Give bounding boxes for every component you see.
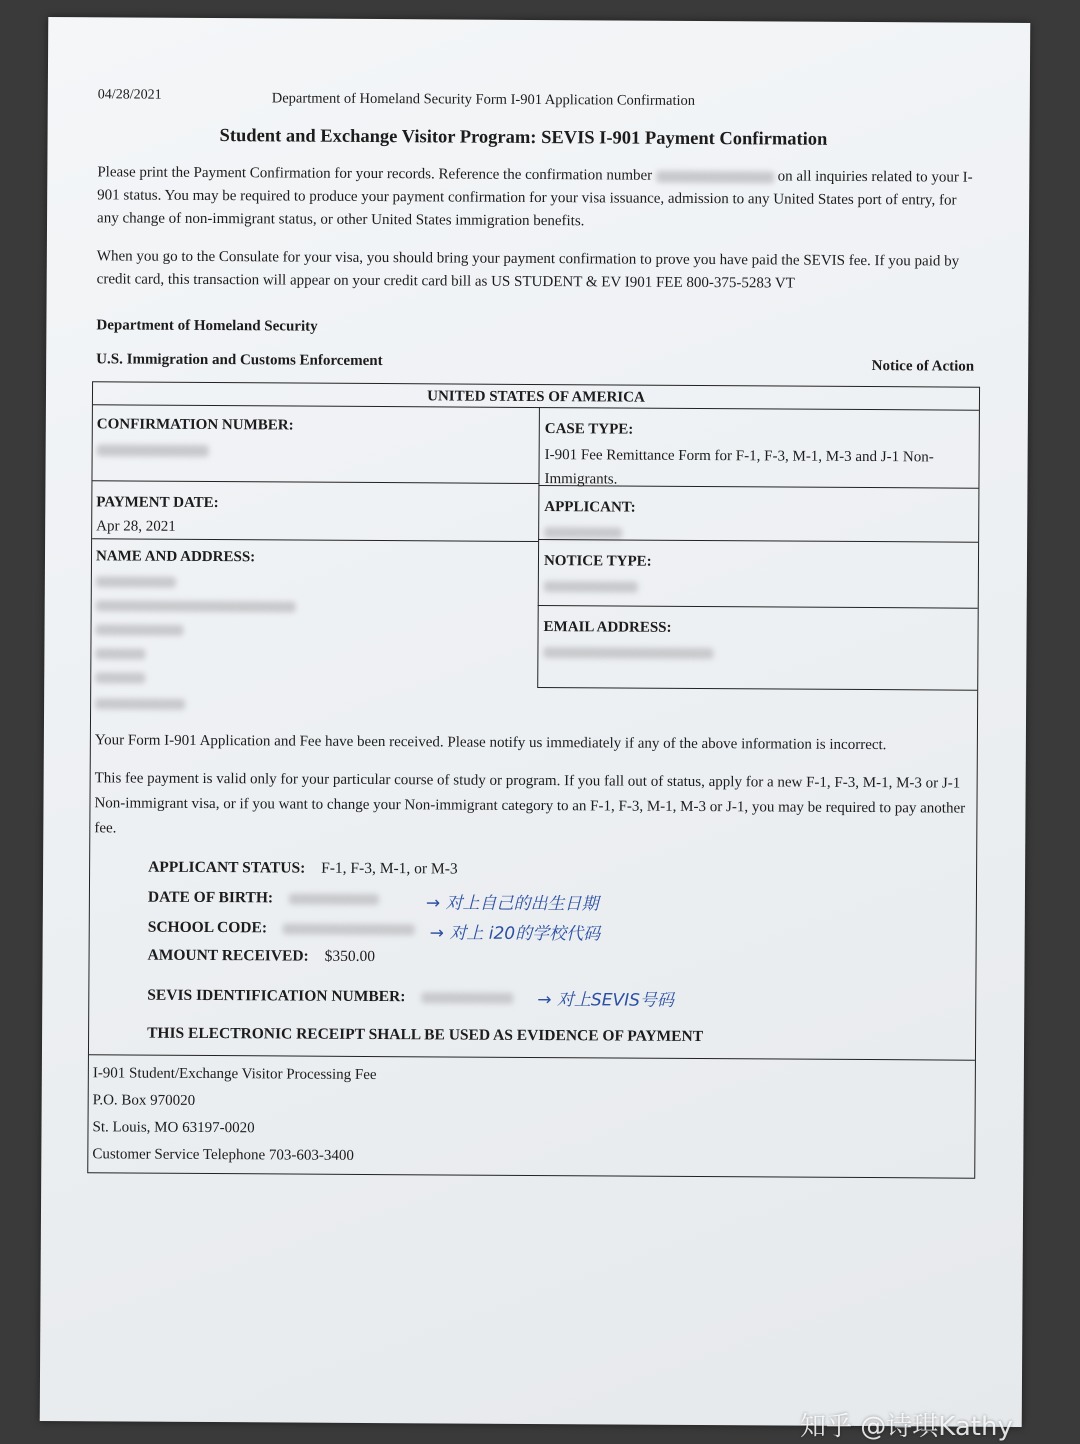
applicant-status-row	[148, 859, 458, 879]
redacted-notice-type	[544, 581, 638, 593]
amount-value: $350.00	[324, 947, 376, 966]
received-text: Your Form I-901 Application and Fee have been received. Please notify us immediately if any of the above information is incorrect.	[94, 732, 887, 754]
confirmation-number-label: CONFIRMATION NUMBER:	[96, 416, 294, 434]
dob-row	[148, 889, 379, 908]
payment-date-label: PAYMENT DATE:	[96, 494, 219, 512]
dob-handwritten-note: → 对上自己的出生日期	[425, 893, 599, 915]
processing-address	[92, 1060, 376, 1170]
evidence-statement: THIS ELECTRONIC RECEIPT SHALL BE USED AS EVIDENCE OF PAYMENT	[147, 1024, 704, 1046]
footer-line-2: P.O. Box 970020	[92, 1092, 196, 1109]
notice-type-label: NOTICE TYPE:	[543, 553, 652, 570]
footer-line-1: I-901 Student/Exchange Visitor Processing Fee	[92, 1065, 377, 1084]
column-divider	[537, 407, 540, 687]
amount-label: AMOUNT RECEIVED:	[147, 946, 309, 965]
dob-label: DATE OF BIRTH:	[147, 888, 274, 907]
redacted-address-line	[95, 672, 145, 683]
divider	[538, 605, 978, 609]
intro-text-a: Please print the Payment Confirmation for your records. Reference the confirmation number	[97, 164, 653, 184]
sevis-label: SEVIS IDENTIFICATION NUMBER:	[147, 986, 406, 1006]
notice-box	[87, 381, 980, 1178]
school-code-label: SCHOOL CODE:	[147, 918, 268, 937]
agency-ice: U.S. Immigration and Customs Enforcement	[96, 351, 383, 370]
case-type-label: CASE TYPE:	[544, 421, 634, 438]
email-label: EMAIL ADDRESS:	[543, 619, 672, 636]
divider	[92, 480, 538, 484]
amount-row	[148, 947, 376, 966]
redacted-email	[543, 647, 713, 659]
redacted-address-line	[95, 698, 185, 710]
name-address-label: NAME AND ADDRESS:	[95, 548, 256, 566]
redacted-name	[96, 576, 176, 587]
applicant-label: APPLICANT:	[544, 499, 636, 516]
page-title: Student and Exchange Visitor Program: SEVIS I-901 Payment Confirmation	[219, 126, 828, 150]
validity-text: This fee payment is valid only for your particular course of study or program. If you fall out of status, apply for a new F-1, F-3, M-1, M-3 or J-1 Non-immigrant visa, or if you want to change your Non-immigrant category to an F-1, F-3, M-1, M-3 or J-1, you may be required to pay another fee.	[94, 770, 966, 837]
divider	[538, 539, 978, 543]
divider	[537, 687, 977, 691]
agency-dept: Department of Homeland Security	[96, 317, 318, 335]
sevis-row	[147, 987, 513, 1007]
notice-of-action: Notice of Action	[871, 358, 975, 375]
redacted-address-line	[95, 648, 145, 659]
watermark: 知乎 @诗琪Kathy	[800, 1412, 1013, 1442]
sevis-handwritten-note: → 对上SEVIS号码	[537, 990, 674, 1011]
footer-line-3: St. Louis, MO 63197-0020	[92, 1119, 255, 1137]
divider	[89, 1054, 975, 1060]
footer-line-4: Customer Service Telephone 703-603-3400	[92, 1146, 354, 1164]
payment-date-value: Apr 28, 2021	[96, 518, 176, 535]
divider	[92, 538, 538, 542]
intro-paragraph-1	[97, 161, 977, 235]
confirmation-document	[40, 17, 1031, 1427]
country-header: UNITED STATES OF AMERICA	[427, 388, 645, 406]
redacted-applicant	[544, 527, 622, 538]
school-handwritten-note: → 对上 i20的学校代码	[429, 923, 601, 945]
redacted-sevis-id	[421, 992, 513, 1004]
intro-text-b: on all inquiries related to your I-901 status. You may be required to produce your payment confirmation for your visa issuance, admission to any United States port of entry, for any change of non-immigrant status, or other United States immigration benefits.	[97, 168, 973, 230]
header-center: Department of Homeland Security Form I-901 Application Confirmation	[271, 90, 696, 109]
redacted-address-line	[96, 624, 184, 636]
redacted-confirmation-value	[97, 444, 209, 457]
redacted-address-line	[96, 600, 296, 612]
applicant-status-value: F-1, F-3, M-1, or M-3	[321, 859, 458, 878]
redacted-school-code	[283, 923, 415, 935]
school-code-row	[148, 919, 415, 939]
case-type-value: I-901 Fee Remittance Form for F-1, F-3, M-1, M-3 and J-1 Non-Immigrants.	[544, 447, 934, 488]
intro-paragraph-2: When you go to the Consulate for your visa, you should bring your payment confirmation to prove you have paid the SEVIS fee. If you paid by credit card, this transaction will appear on your credit card bill as US STUDENT & EV I901 FEE 800-375-5283 VT	[96, 248, 960, 292]
applicant-status-label: APPLICANT STATUS:	[148, 858, 306, 877]
redacted-confirmation-number	[656, 170, 774, 183]
header-date: 04/28/2021	[97, 87, 162, 103]
redacted-dob	[289, 893, 379, 905]
